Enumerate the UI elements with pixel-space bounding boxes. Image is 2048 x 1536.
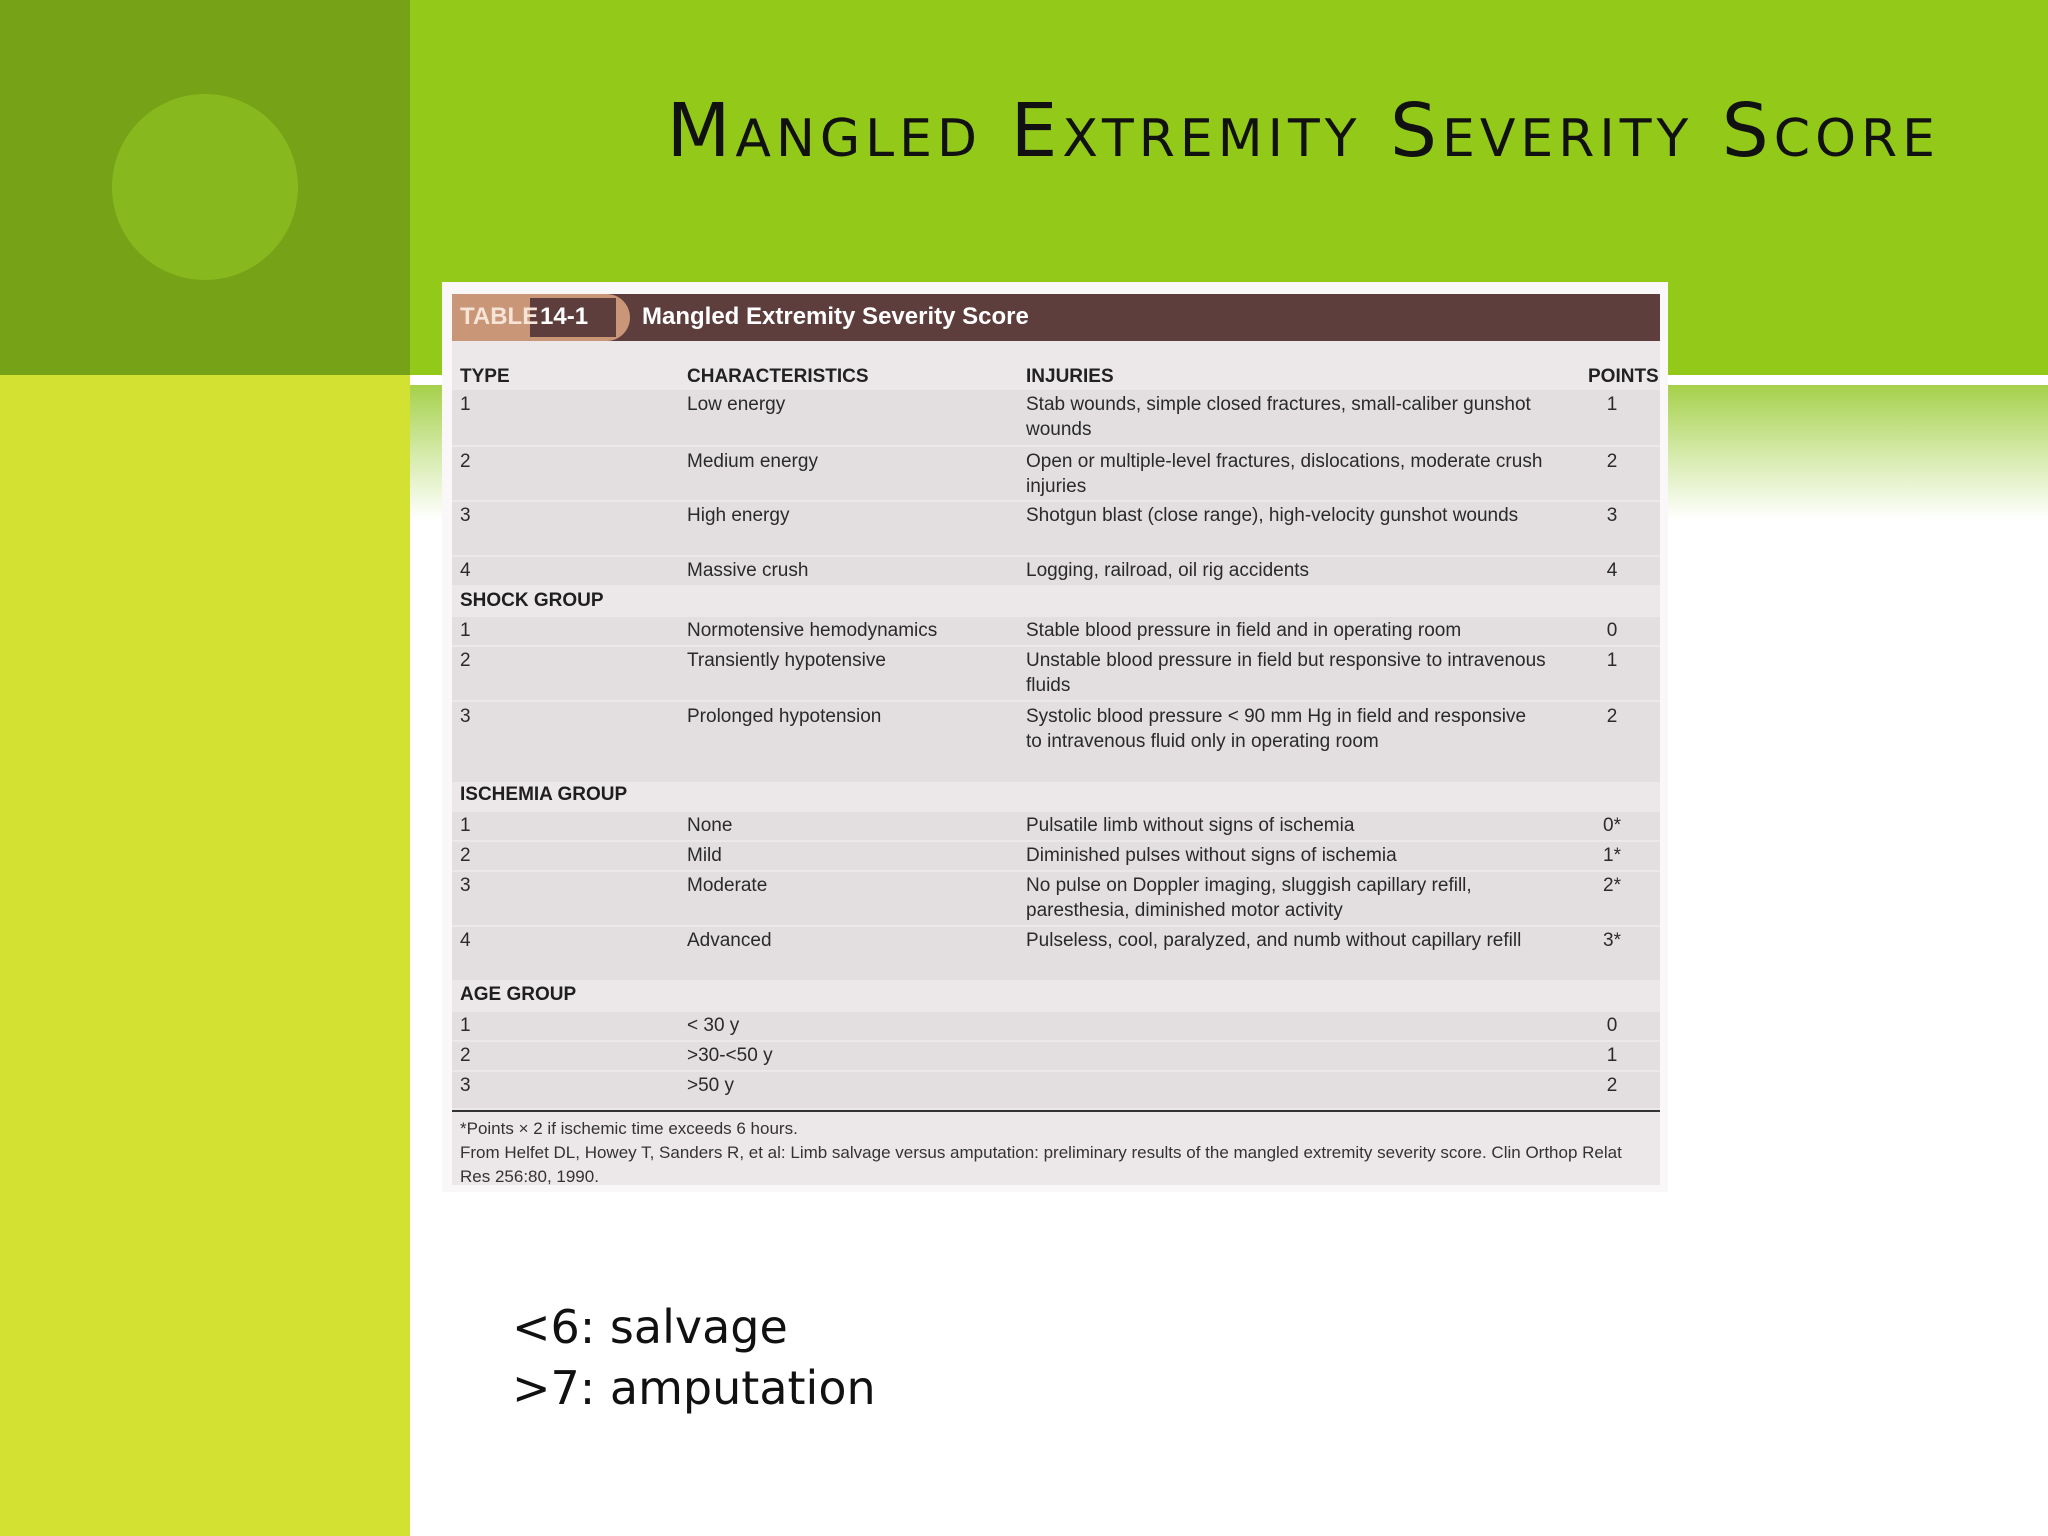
footnote-ischemia: *Points × 2 if ischemic time exceeds 6 hours. — [460, 1119, 798, 1138]
column-header-points: POINTS — [1588, 366, 1659, 387]
cell-type: 4 — [460, 930, 471, 951]
cell-points: 1 — [1606, 394, 1618, 415]
cell-points: 2 — [1606, 451, 1618, 472]
table-row — [452, 1042, 1660, 1070]
cell-characteristics: < 30 y — [687, 1015, 740, 1036]
column-header-characteristics: CHARACTERISTICS — [687, 366, 869, 387]
group-heading-age: AGE GROUP — [460, 984, 577, 1005]
cell-injuries: Stab wounds, simple closed fractures, small-caliber gunshot wounds — [1026, 394, 1531, 440]
group-heading-row — [452, 587, 1660, 615]
cell-characteristics: Low energy — [687, 394, 786, 415]
cell-injuries: Unstable blood pressure in field but responsive to intravenous fluids — [1026, 650, 1546, 696]
cell-injuries: Diminished pulses without signs of ischemia — [1026, 845, 1397, 866]
table-row — [452, 842, 1660, 870]
table-row — [452, 390, 1660, 445]
table-caption: Mangled Extremity Severity Score — [642, 303, 1029, 330]
salvage-threshold: <6: salvage — [512, 1300, 788, 1354]
table-row — [452, 447, 1660, 500]
cell-characteristics: None — [687, 815, 733, 836]
table-figure — [442, 282, 1668, 1192]
table-bottom-rule — [452, 1110, 1660, 1112]
cell-type: 1 — [460, 394, 471, 415]
table-tab-label: TABLE — [460, 303, 539, 330]
cell-type: 2 — [460, 1045, 471, 1066]
cell-injuries: Logging, railroad, oil rig accidents — [1026, 560, 1310, 581]
column-header-type: TYPE — [460, 366, 510, 387]
cell-characteristics: Massive crush — [687, 560, 809, 581]
decorative-circle — [112, 94, 298, 280]
cell-points: 2 — [1606, 1075, 1618, 1096]
table-row — [452, 927, 1660, 980]
cell-characteristics: Prolonged hypotension — [687, 706, 882, 727]
cell-injuries: Stable blood pressure in field and in operating room — [1026, 620, 1462, 641]
cell-characteristics: Advanced — [687, 930, 772, 951]
cell-type: 2 — [460, 845, 471, 866]
table-row — [452, 557, 1660, 585]
cell-characteristics: >50 y — [687, 1075, 735, 1096]
cell-points: 0* — [1603, 815, 1621, 836]
group-heading-shock: SHOCK GROUP — [460, 590, 604, 611]
amputation-threshold: >7: amputation — [512, 1361, 876, 1415]
table-row — [452, 812, 1660, 840]
cell-characteristics: Moderate — [687, 875, 768, 896]
cell-injuries: Shotgun blast (close range), high-velocity gunshot wounds — [1026, 505, 1519, 526]
cell-points: 4 — [1606, 560, 1618, 581]
table-row — [452, 1012, 1660, 1040]
table-row — [452, 647, 1660, 700]
cell-type: 4 — [460, 560, 471, 581]
cell-characteristics: Medium energy — [687, 451, 818, 472]
cell-points: 1* — [1603, 845, 1621, 866]
cell-injuries: Pulseless, cool, paralyzed, and numb without capillary refill — [1026, 930, 1522, 951]
cell-type: 3 — [460, 1075, 471, 1096]
background-lime-block — [0, 375, 410, 1536]
cell-type: 2 — [460, 650, 471, 671]
cell-injuries: Pulsatile limb without signs of ischemia — [1026, 815, 1355, 836]
cell-type: 3 — [460, 505, 471, 526]
cell-characteristics: Mild — [687, 845, 722, 866]
table-header-bar — [452, 294, 1660, 341]
table-row — [452, 617, 1660, 645]
cell-type: 2 — [460, 451, 471, 472]
cell-type: 3 — [460, 706, 471, 727]
table-row — [452, 502, 1660, 555]
cell-characteristics: Transiently hypotensive — [687, 650, 886, 671]
table-number: 14-1 — [540, 303, 589, 330]
cell-points: 1 — [1606, 650, 1618, 671]
cell-type: 3 — [460, 875, 471, 896]
cell-points: 0 — [1606, 620, 1618, 641]
table-row — [452, 1072, 1660, 1108]
cell-characteristics: >30-<50 y — [687, 1045, 773, 1066]
group-heading-row — [452, 782, 1660, 810]
cell-injuries: Systolic blood pressure < 90 mm Hg in field and responsive to intravenous fluid only in operating room — [1026, 706, 1527, 752]
column-header-injuries: INJURIES — [1026, 366, 1114, 387]
cell-points: 2* — [1603, 875, 1621, 896]
cell-injuries: Open or multiple-level fractures, dislocations, moderate crush injuries — [1026, 451, 1543, 497]
table-body — [452, 294, 1660, 1185]
table-row — [452, 702, 1660, 782]
group-heading-row — [452, 982, 1660, 1010]
slide-title: Mangled Extremity Severity Score — [666, 88, 1940, 174]
cell-points: 2 — [1606, 706, 1618, 727]
footnote-source: From Helfet DL, Howey T, Sanders R, et al: Limb salvage versus amputation: preliminary results of the mangled extremity severity score. Clin Orthop Relat — [460, 1143, 1622, 1162]
cell-points: 3* — [1603, 930, 1621, 951]
cell-characteristics: Normotensive hemodynamics — [687, 620, 938, 641]
cell-points: 0 — [1606, 1015, 1618, 1036]
table-row — [452, 872, 1660, 925]
cell-type: 1 — [460, 815, 471, 836]
group-heading-ischemia: ISCHEMIA GROUP — [460, 784, 628, 805]
cell-points: 1 — [1606, 1045, 1618, 1066]
cell-type: 1 — [460, 620, 471, 641]
cell-characteristics: High energy — [687, 505, 790, 526]
cell-injuries: No pulse on Doppler imaging, sluggish capillary refill, paresthesia, diminished motor activity — [1026, 875, 1472, 921]
cell-type: 1 — [460, 1015, 471, 1036]
footnote-source-continued: Res 256:80, 1990. — [460, 1167, 599, 1186]
cell-points: 3 — [1606, 505, 1618, 526]
